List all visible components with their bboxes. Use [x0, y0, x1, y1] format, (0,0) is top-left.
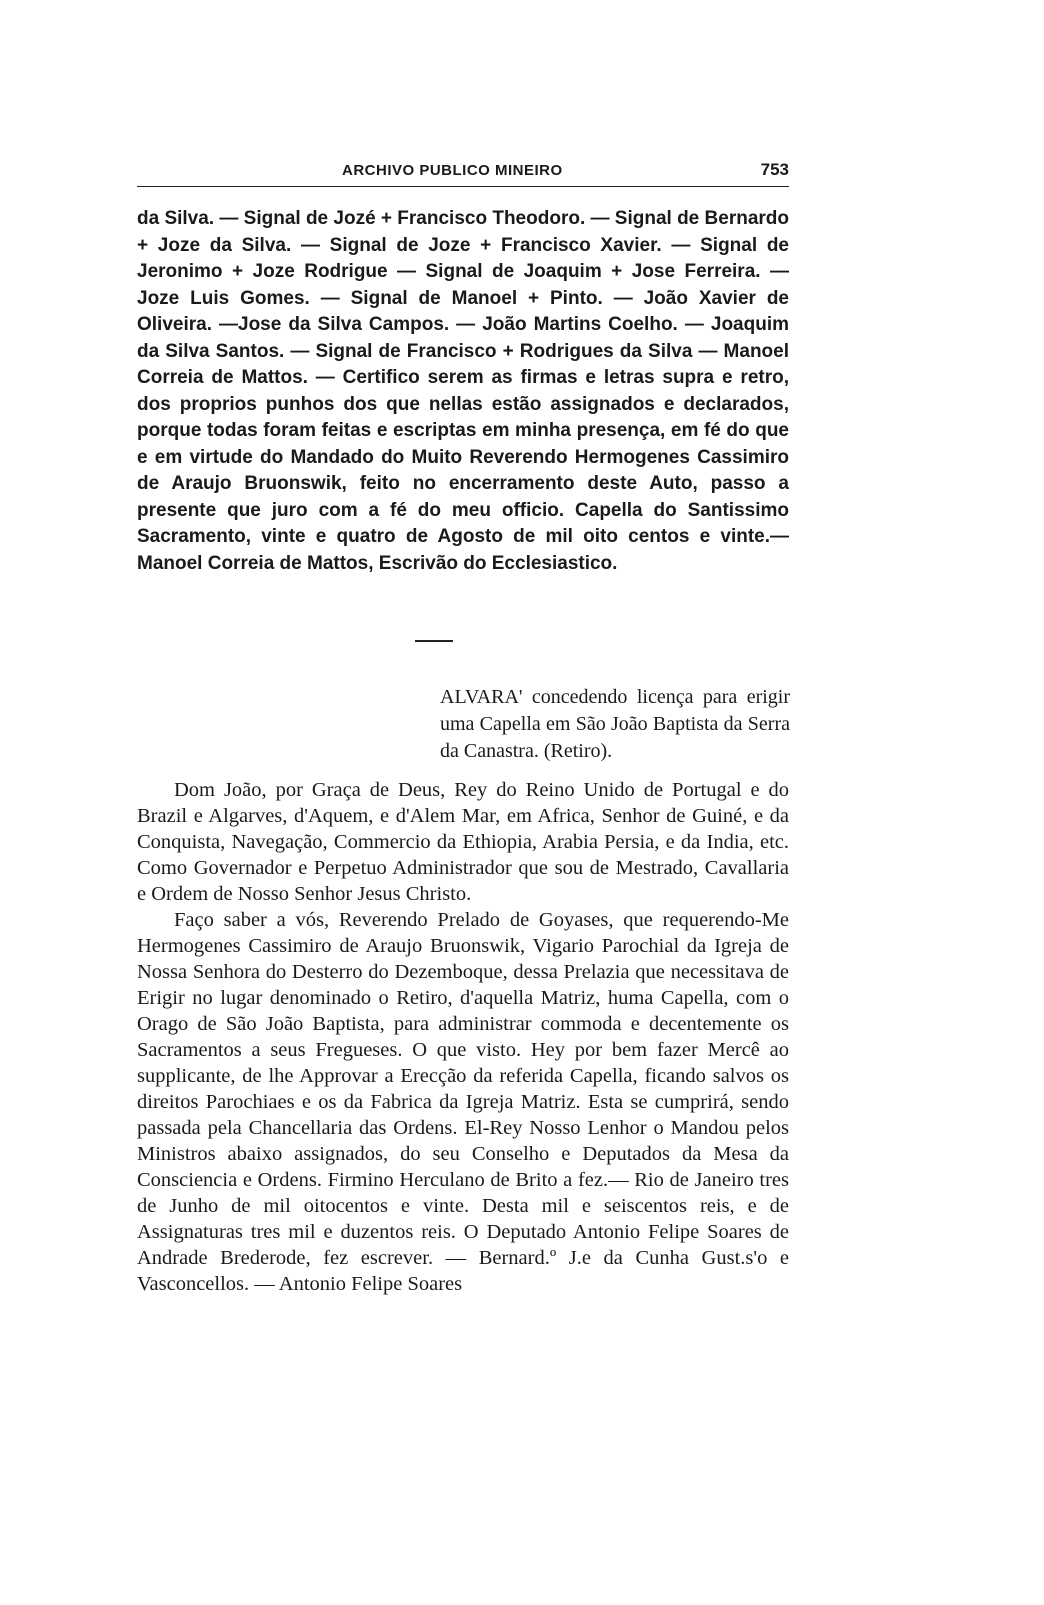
continued-paragraph-block — [137, 206, 789, 577]
body-paragraph: Dom João, por Graça de Deus, Rey do Reino Unido de Portugal e do Brazil e Algarves, d'Aquem, e d'Alem Mar, em Africa, Senhor de Guiné, e da Conquista, Navegação, Commercio da Ethiopia, Arabia Persia, e da India, etc. Como Governador e Perpetuo Administrador que sou de Mestrado, Cavallaria e Ordem de Nosso Senhor Jesus Christo. — [137, 779, 789, 905]
section-divider — [415, 640, 453, 642]
running-head: ARCHIVO PUBLICO MINEIRO — [342, 162, 563, 179]
page-header — [137, 158, 789, 186]
continued-paragraph: da Silva. — Signal de Jozé + Francisco Theodoro. — Signal de Bernardo + Joze da Silva. — Signal de Joze + Francisco Xavier. — Signal de Jeronimo + Joze Rodrigue — Signal de Joaquim + Jose Ferreira. — Joze Luis Gomes. — Signal de Manoel + Pinto. — João Xavier de Oliveira. —Jose da Silva Campos. — João Martins Coelho. — Joaquim da Silva Santos. — Signal de Francisco + Rodrigues da Silva — Manoel Correia de Mattos. — Certifico serem as firmas e letras supra e retro, dos proprios punhos dos que nellas estão assignados e declarados, porque todas foram feitas e escriptas em minha presença, em fé do que e em virtude do Mandado do Muito Reverendo Hermogenes Cassimiro de Araujo Bruonswik, feito no encerramento deste Auto, passo a presente que juro com a fé do meu officio. Capella do Santissimo Sacramento, vinte e quatro de Agosto de mil oito centos e vinte.—Manoel Correia de Mattos, Escrivão do Ecclesiastico. — [137, 208, 789, 574]
alvara-body — [137, 777, 789, 1297]
alvara-title: ALVARA' concedendo licença para erigir uma Capella em São João Baptista da Serra da Canastra. (Retiro). — [440, 686, 790, 762]
page-number: 753 — [760, 160, 789, 179]
body-paragraph: Faço saber a vós, Reverendo Prelado de Goyases, que requerendo-Me Hermogenes Cassimiro de Araujo Bruonswik, Vigario Parochial da Igreja de Nossa Senhora do Desterro do Dezemboque, dessa Prelazia que necessitava de Erigir no lugar denominado o Retiro, d'aquella Matriz, huma Capella, com o Orago de São João Baptista, para administrar commoda e decentemente os Sacramentos a seus Fregueses. O que visto. Hey por bem fazer Mercê ao supplicante, de lhe Approvar a Erecção da referida Capella, ficando salvos os direitos Parochiaes e os da Fabrica da Igreja Matriz. Esta se cumprirá, sendo passada pela Chancellaria das Ordens. El-Rey Nosso Lenhor o Mandou pelos Ministros abaixo assignados, do seu Conselho e Deputados da Mesa da Consciencia e Ordens. Firmino Herculano de Brito a fez.— Rio de Janeiro tres de Junho de mil oitocentos e vinte. Desta mil e seiscentos reis, e de Assignaturas tres mil e duzentos reis. O Deputado Antonio Felipe Soares de Andrade Brederode, fez escrever. — Bernard.º J.e da Cunha Gust.s'o e Vasconcellos. — Antonio Felipe Soares — [137, 909, 789, 1295]
header-rule — [137, 186, 789, 187]
